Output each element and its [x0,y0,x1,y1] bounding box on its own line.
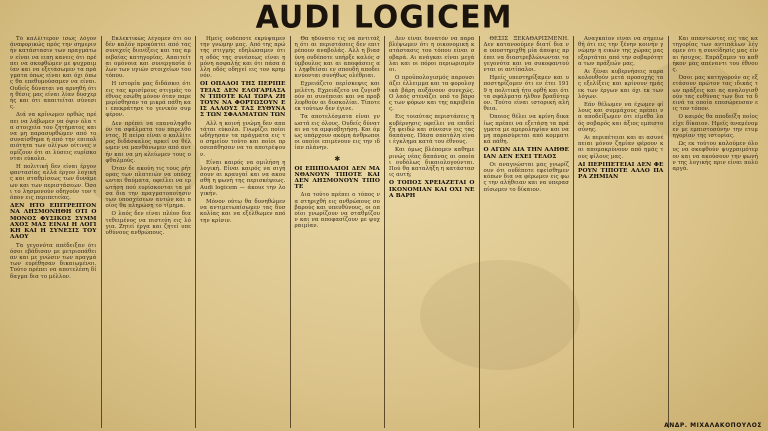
text-column [668,36,763,428]
text-column [479,36,574,428]
text-column [573,36,668,428]
text-column [6,36,101,428]
body-paragraph: Οι αναγνώσται μας γνωρίζουν ότι ουδέποτε εφείσθημεν κόπων δια να φέρωμεν εις φως την αλήθειαν και να υπερασπίσωμεν το δίκαιον. [483,161,569,193]
body-paragraph: Τα αποτελέσματα είναι γνωστά εις όλους. Ουδείς δύναται να τα αμφισβητήση. Και όμως υπάρχουν ακόμη άνθρωποι οι οποίοι επιμένουν εις την ιδίαν πλάνην. [294,114,380,152]
section-divider-star: ✱ [334,154,341,163]
headline-paragraph: ΑΙ ΠΕΡΙΠΕΤΕΙΑΙ ΔΕΝ ΦΕΡΟΥΝ ΤΙΠΟΤΕ ΑΛΛΟ ΠΑΡΑ ΖΗΜΙΑΝ [578,161,664,181]
body-paragraph: Όσοι μας κατηγορούν ας εξετάσουν πρώτον τας ιδικάς των πράξεις και ας αναλογισθούν τας ευθύνας των δια τα δεινά τα οποία επεσώρευσαν εις τον τόπον. [672,75,758,113]
masthead [0,0,768,34]
body-paragraph: ΘΕΣΙΣ ΞΕΚΑΘΑΡΙΣΜΕΝΗ. Δεν κατανοούμεν διατί δια να υποστηριχθή μία άποψις πρέπει να διαστρεβλώνωνται τα γεγονότα και να συκοφαντούνται οι αντίπαλοι. [483,36,569,74]
author-signature: ΑΝΔΡ. ΜΙΧΑΛΑΚΟΠΟΥΛΟΣ [664,422,762,429]
body-paragraph: Αναγκαίον είναι να σημειωθή ότι εις την ξένην κοινήν γνώμην η εικών της χώρας μας εξαρτάται από την σοβαρότητα των πράξεών μας. [578,36,664,67]
body-paragraph: Ως εκ τούτου καλούμεν όλους να σκεφθούν ψυχραιμότερον και να ακούσουν την φωνήν της λογικής πριν είναι πολύ αργά. [672,141,758,173]
body-paragraph: Ημείς ουδέποτε εκρύψαμεν την γνώμην μας. Από της πρώτης στιγμής εδηλώσαμεν ότι η οδός της συνέσεως είναι η μόνη ασφαλής και ότι πάσα άλλη οδός οδηγεί εις τον κρημνόν. [200,36,286,80]
body-paragraph: Δεν είναι δυνατόν να παραβλέψωμεν ότι η οικονομική κατάστασις του τόπου είναι σοβαρά. Αι ανάγκαι είναι μεγάλαι και οι πόροι περιωρισμένοι. [389,36,475,74]
body-paragraph: Όταν δε ακούη τις τους ρήτορας των πλατειών να υπόσχωνται θαύματα, οφείλει να ερωτήση πού ευρίσκονται τα μέσα δια την πραγματοποίησιν των υποσχέσεων αυτών και ποίος θα πληρώση το τίμημα. [105,166,191,210]
body-paragraph: Ο λαός δεν είναι πλέον διατεθειμένος να πιστεύη εις λόγια. Ζητεί έργα και ζητεί υπευθύνους ανθρώπους. [105,211,191,237]
headline-paragraph: Ο ΑΓΩΝ ΔΙΑ ΤΗΝ ΑΛΗΘΕΙΑΝ ΔΕΝ ΕΧΕΙ ΤΕΛΟΣ [483,147,569,160]
body-paragraph: Διά να κρίνωμεν ορθώς πρέπει να λάβωμεν υπ όψιν όλα τα στοιχεία του ζητήματος και να μη παρασυρθώμεν από το συναίσθημα ή από την επιπολαιότητα των ολίγων οίτινες νομίζουν ότι αι λύσεις ευρίσκονται εύκολα. [10,112,97,162]
body-paragraph: Αι ξέναι κυβερνήσεις παρακολουθούν μετά προσοχής τας εξελίξεις και κρίνουν ημάς εκ των έργων και όχι εκ των λόγων. [578,69,664,100]
text-column [101,36,196,428]
body-paragraph: Εάν θέλωμεν να έχωμεν φίλους και συμμάχους πρέπει να αποδείξωμεν ότι είμεθα λαός σοβαρός και άξιος εμπιστοσύνης. [578,102,664,133]
text-column [195,36,290,428]
headline-paragraph: ΟΙ ΕΠΙΠΟΛΑΙΟΙ ΔΕΝ ΜΑΝΘΑΝΟΥΝ ΤΙΠΟΤΕ ΚΑΙ ΔΕΝ ΛΗΣΜΟΝΟΥΝ ΤΙΠΟΤΕ [294,165,380,191]
body-paragraph: Ο καιρός θα αποδείξη ποίος είχε δίκαιον. Ημείς αναμένομεν με εμπιστοσύνην την ετυμηγορίαν της ιστορίας. [672,114,758,140]
body-paragraph: Και όμως βλέπομεν καθημερινώς νέας δαπάνας αι οποίαι ουδόλως δικαιολογούνται. Πού θα καταλήξη η κατάστασις αυτή; [389,147,475,179]
text-column [290,36,385,428]
body-paragraph: Όποιος θέλει να κρίνη δικαίως πρέπει να εξετάση τα πράγματα με αμεροληψίαν και να μη παρασύρεται από κομματικά πάθη. [483,114,569,146]
article-columns [6,36,762,428]
body-paragraph: Η πολιτική δεν είναι έργον φαντασίας αλλά έργον λογικής και σταθμίσεως των δυνάμεων και των περιστάσεων. Όσοι το λησμονούν οδηγούν τον τόπον εις περιπετείας. [10,164,97,202]
body-paragraph: Τα γεγονότα απέδειξαν ότι όσοι εβάδισαν με μετριοπάθειαν και με γνώσιν των πραγμάτων ευρέθησαν δικαιωμένοι. Τούτο πρέπει να αποτελέση δίδαγμα δια το μέλλον. [10,242,97,280]
body-paragraph: Τό καλλίτερον ίσως λόγον άναφορικώς πρός την σημερινήν κατάστασιν των πραγμάτων είναι να ειπη κανεις ότι πρέπει να σκεφθώμεν με ψυχραιμίαν και να εξετάσωμεν τα πράγματα όπως είναι και όχι όπως θα επεθυμούσαμεν να είναι. Ουδείς δύναται να αρνηθή ότι η θέσις μας είναι λίαν δυσχερής και ότι απαιτείται σύνεσις. [10,36,97,111]
body-paragraph: Εκλεκτικώς λέγομεν ότι ουδέν καλόν προκύπτει από τας συνεχείς διενέξεις και τας αμοιβαίας κατηγορίας. Απαιτείται ομόνοια και συνεργασία όλων των υγιών στοιχείων του τόπου. [105,36,191,80]
body-paragraph: Εις τοιαύτας περιστάσεις η κυβέρνησις οφείλει να επιδείξη φειδώ και σύνεσιν εις τας δαπάνας. Πάσα σπατάλη είναι έγκλημα κατά του έθνους. [389,114,475,146]
body-paragraph: Αι περιπέτειαι και αι ασυνέπειαι μόνον ζημίαν φέρουν και απομακρύνουν από ημάς τους φίλους μας. [578,135,664,160]
body-paragraph: Ο προϋπολογισμός παρουσιάζει έλλειμμα και τα φορολογικά βάρη αυξάνουν συνεχώς. Ο λαός στενάζει υπό το βάρος των φόρων και της ακριβείας. [389,75,475,113]
body-paragraph: Είναι καιρός να ομιλήση η λογική. Είναι καιρός να σιγήσουν αι κραυγαί και να ακουσθή η φωνή της περισκέψεως. Audi logicem — άκουε την λογικήν. [200,159,286,197]
body-paragraph: Δια τούτο πρέπει ο τόπος να στηριχθή εις ανθρώπους σοβαρούς και υπευθύνους, οι οποίοι γνωρίζουν να σταθμίζουν και να αποφασίζουν με ψυχραιμίαν. [294,192,380,230]
article-title: AUDI LOGICEM [255,0,513,36]
body-paragraph: Και απαντώντες εις τας κατηγορίας των αντιπάλων λέγομεν ότι η συνείδησίς μας είναι ήσυχος. Επράξαμεν το καθήκον μας απέναντι του έθνους. [672,36,758,74]
headline-paragraph: ΟΙ ΟΠΑΔΟΙ ΤΗΣ ΠΕΡΙΠΕΤΕΙΑΣ ΔΕΝ ΕΛΟΓΑΡΙΑΣΑΝ ΤΙΠΟΤΕ ΚΑΙ ΤΩΡΑ ΖΗΤΟΥΝ ΝΑ ΦΟΡΤΩΣΟΥΝ ΕΙΣ ΑΛΛΟΥΣ ΤΑΣ ΕΥΘΥΝΑΣ ΤΩΝ ΣΦΑΛΜΑΤΩΝ ΤΩΝ [200,81,286,119]
body-paragraph: Η ιστορία μας διδάσκει ότι εις τας κρισίμους στιγμάς το έθνος εσώθη μόνον όταν παρεμερίσθησαν τα μικρά πάθη και επεκράτησε το γενικόν συμφέρον. [105,81,191,119]
body-paragraph: Ημείς υπεστηρίξαμεν και υποστηρίζομεν ότι εν έτει 1919 η πολιτική ήτο ορθή και ότι τα σφάλματα ήλθον βραδύτερον. Τούτο είναι ιστορική αλήθεια. [483,75,569,113]
headline-paragraph: ΔΕΝ ΗΤΟ ΕΠΙΤΡΕΠΤΟΝ ΝΑ ΛΗΣΜΟΝΗΘΗ ΟΤΙ Ο ΜΟΝΟΣ ΦΥΣΙΚΟΣ ΣΥΜΜΑΧΟΣ ΜΑΣ ΕΙΝΑΙ Η ΛΟΓΙΚΗ ΚΑΙ Η ΣΥΝΕΣΙΣ ΤΟΥ ΛΑΟΥ [10,203,97,241]
body-paragraph: Εχρειάζετο περίσκεψις και μελέτη. Εχρειάζετο να ζυγισθούν αι συνέπειαι και να προβλεφθούν αι δυσκολίαι. Τίποτε εκ τούτων δεν έγινε. [294,81,380,113]
body-paragraph: Θα ηδύνατο τις να αντιτάξη ότι αι περιστάσεις δεν επιτρέπουν αναβολάς. Αλλ η βιασύνη ουδέποτε υπήρξε καλός σύμβουλος και αι αποφάσεις αι ληφθείσαι εν σπουδή αποδεικνύονται συνήθως ολέθριαι. [294,36,380,80]
body-paragraph: Αλλ η κοινή γνώμη δεν απατάται εύκολα. Γνωρίζει ποίοι ωδήγησαν τα πράγματα εις το σημείον τούτο και ποίοι προσεπάθησαν να τα αποτρέψουν. [200,120,286,158]
text-column [384,36,479,428]
body-paragraph: Δεν πρέπει να επαναληφθούν τα σφάλματα του παρελθόντος. Η πείρα είναι ο καλλίτερος διδάσκαλος αρκεί να θέλωμεν να μανθάνωμεν από αυτήν και να μη κλείωμεν τους οφθαλμούς. [105,120,191,164]
body-paragraph: Μόνον ούτω θα δυνηθώμεν να αντιμετωπίσωμεν τας δυσκολίας και να εξέλθωμεν από την κρίσιν. [200,199,286,224]
headline-paragraph: Ο ΤΟΠΟΣ ΧΡΕΙΑΖΕΤΑΙ ΟΙΚΟΝΟΜΙΑΝ ΚΑΙ ΟΧΙ ΝΕΑ ΒΑΡΗ [389,180,475,199]
